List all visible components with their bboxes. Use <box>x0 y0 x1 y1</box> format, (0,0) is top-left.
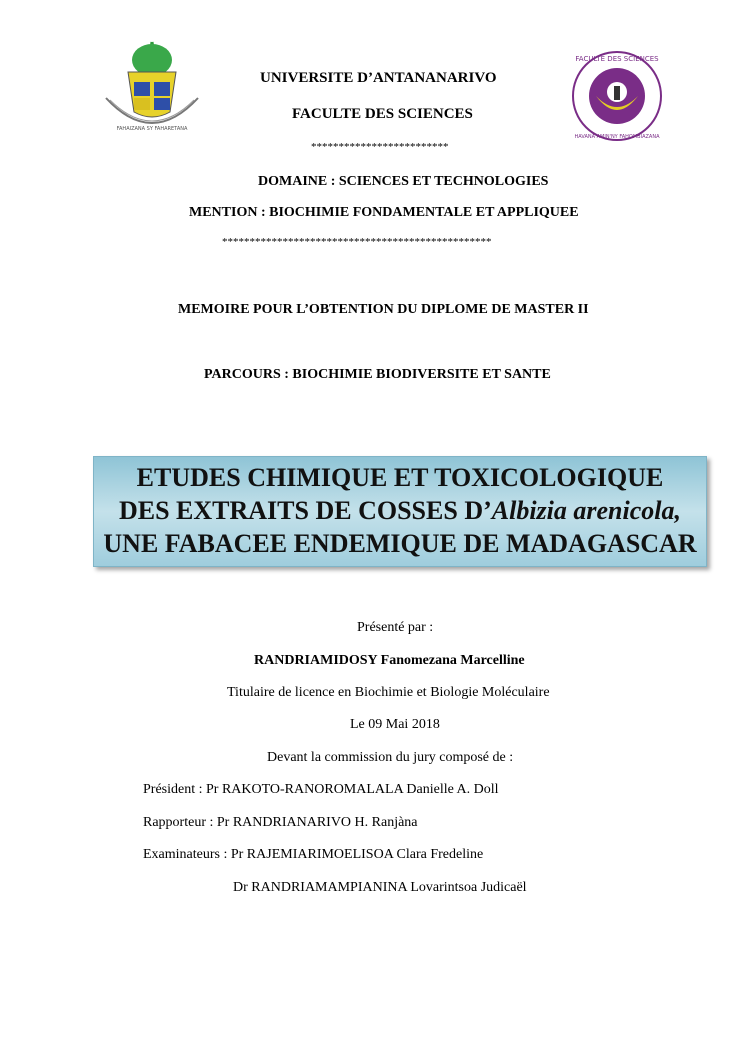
mention-line: MENTION : BIOCHIMIE FONDAMENTALE ET APPLIQUEE <box>189 205 579 220</box>
faculty-name: FACULTE DES SCIENCES <box>292 106 473 122</box>
parcours-line: PARCOURS : BIOCHIMIE BIODIVERSITE ET SANTE <box>204 367 551 382</box>
right-logo-top-text: FACULTE DES SCIENCES <box>575 55 659 63</box>
title-line-3: UNE FABACEE ENDEMIQUE DE MADAGASCAR <box>103 529 697 558</box>
title-line-2-prefix: DES EXTRAITS DE COSSES D’ <box>118 496 492 525</box>
memoire-line: MEMOIRE POUR L’OBTENTION DU DIPLOME DE MASTER II <box>178 302 589 317</box>
jury-examinateurs: Examinateurs : Pr RAJEMIARIMOELISOA Clara Fredeline <box>143 847 484 862</box>
faculty-logo <box>566 48 668 144</box>
defense-date: Le 09 Mai 2018 <box>350 717 440 732</box>
university-logo <box>98 38 206 134</box>
presented-by: Présenté par : <box>357 620 434 635</box>
stars-separator-short: ************************* <box>311 141 449 153</box>
thesis-title-box <box>93 456 707 567</box>
title-line-2 <box>94 494 706 527</box>
left-logo-text: FAHAIZANA SY FAHARETANA <box>116 126 188 132</box>
author-qualification: Titulaire de licence en Biochimie et Biologie Moléculaire <box>227 685 550 700</box>
jury-intro: Devant la commission du jury composé de : <box>267 750 514 765</box>
title-line-1: ETUDES CHIMIQUE ET TOXICOLOGIQUE <box>136 463 664 492</box>
jury-examinateur-2: Dr RANDRIAMAMPIANINA Lovarintsoa Judicaël <box>233 880 527 895</box>
university-name: UNIVERSITE D’ANTANANARIVO <box>260 70 497 86</box>
right-logo-bottom-text: HAVANA AMIN'NY FAHOMBIAZANA <box>574 134 660 140</box>
jury-president: Président : Pr RAKOTO-RANOROMALALA Danielle A. Doll <box>143 782 499 797</box>
author-name: RANDRIAMIDOSY Fanomezana Marcelline <box>254 653 525 668</box>
jury-rapporteur: Rapporteur : Pr RANDRIANARIVO H. Ranjàna <box>143 815 418 830</box>
domain-line: DOMAINE : SCIENCES ET TECHNOLOGIES <box>258 174 549 189</box>
stars-separator-long: ************************************************* <box>222 236 492 248</box>
species-name: Albizia arenicola, <box>491 496 682 525</box>
